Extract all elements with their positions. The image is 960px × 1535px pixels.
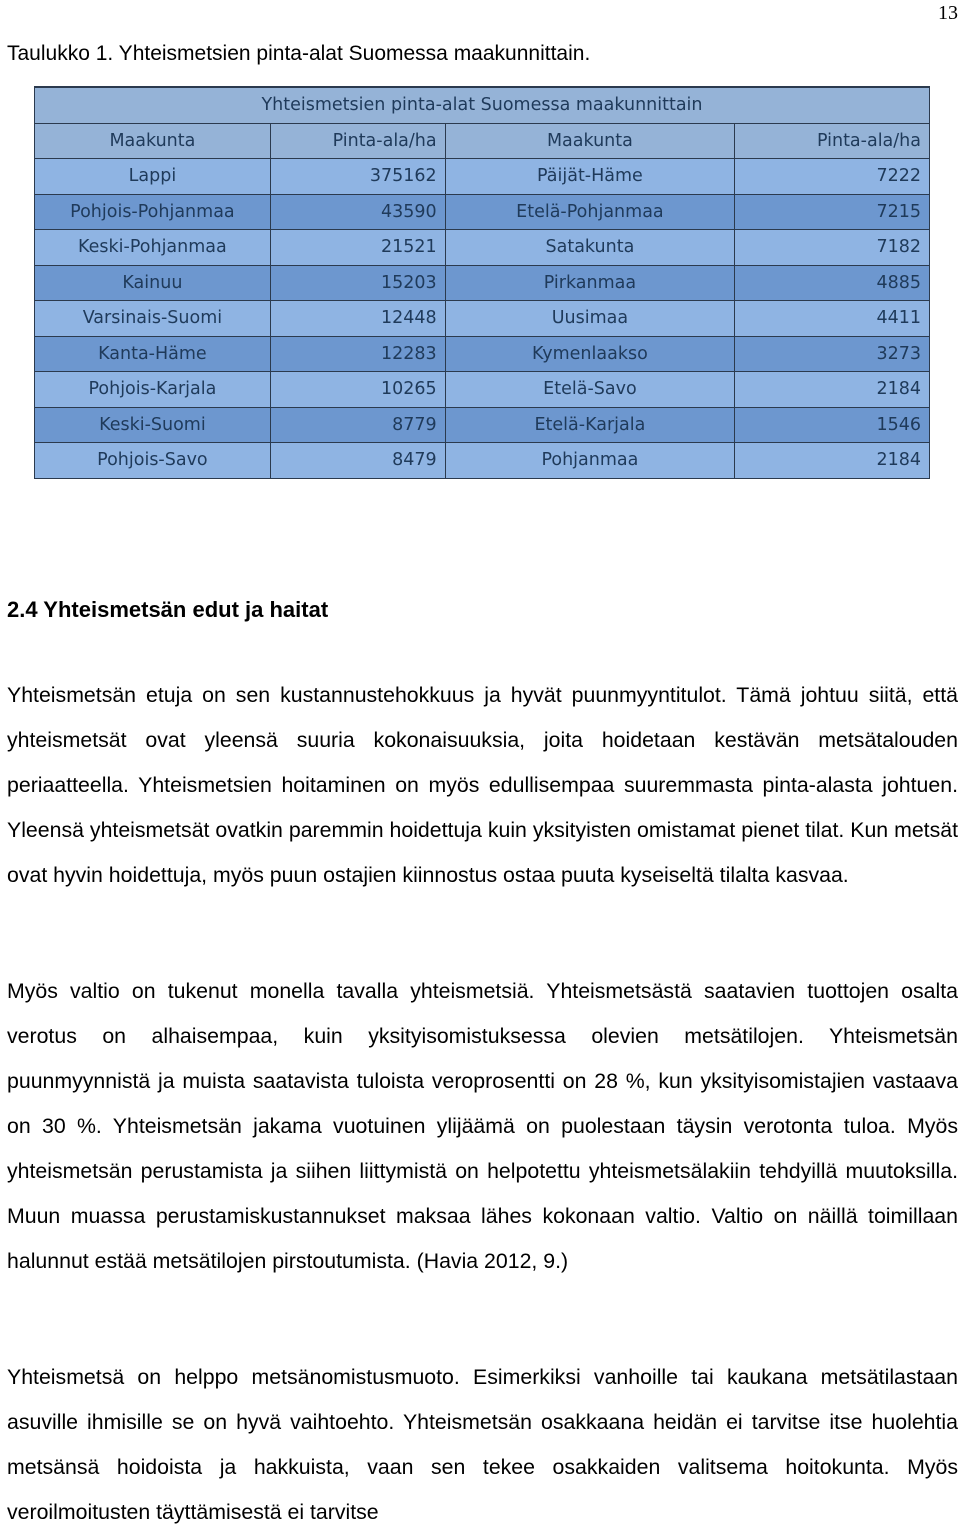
table-row bbox=[35, 336, 930, 372]
cell-area-right: 7182 bbox=[735, 230, 930, 266]
cell-maakunta-left: Varsinais-Suomi bbox=[35, 301, 271, 337]
cell-area-left: 375162 bbox=[270, 159, 445, 195]
cell-maakunta-left: Pohjois-Savo bbox=[35, 443, 271, 479]
cell-maakunta-right: Pirkanmaa bbox=[445, 265, 735, 301]
table-title-row bbox=[35, 87, 930, 123]
header-maakunta-left: Maakunta bbox=[35, 123, 271, 159]
table-row bbox=[35, 372, 930, 408]
section-heading: 2.4 Yhteismetsän edut ja haitat bbox=[7, 597, 329, 622]
cell-area-left: 43590 bbox=[270, 194, 445, 230]
table-row bbox=[35, 159, 930, 195]
table-row bbox=[35, 443, 930, 479]
cell-area-right: 4411 bbox=[735, 301, 930, 337]
table-title: Yhteismetsien pinta-alat Suomessa maakunnittain bbox=[35, 87, 930, 123]
header-area-left: Pinta-ala/ha bbox=[270, 123, 445, 159]
cell-maakunta-left: Pohjois-Karjala bbox=[35, 372, 271, 408]
cell-area-right: 2184 bbox=[735, 372, 930, 408]
cell-area-left: 21521 bbox=[270, 230, 445, 266]
cell-area-left: 12283 bbox=[270, 336, 445, 372]
table-row bbox=[35, 230, 930, 266]
table-row bbox=[35, 265, 930, 301]
cell-maakunta-left: Kanta-Häme bbox=[35, 336, 271, 372]
table-row bbox=[35, 301, 930, 337]
cell-area-right: 7215 bbox=[735, 194, 930, 230]
header-area-right: Pinta-ala/ha bbox=[735, 123, 930, 159]
forest-area-table bbox=[34, 86, 930, 479]
cell-maakunta-right: Satakunta bbox=[445, 230, 735, 266]
cell-maakunta-right: Kymenlaakso bbox=[445, 336, 735, 372]
paragraph-ease-of-ownership: Yhteismetsä on helppo metsänomistusmuoto. Esimerkiksi vanhoille tai kaukana metsätilastaan asuville ihmisille se on hyvä vaihtoehto. Yhteismetsän osakkaana heidän ei tarvitse itse huolehtia metsänsä hoidoista ja hakkuista, vaan sen tekee osakkaiden valitsema hoitokunta. Myös veroilmoitusten täyttämisestä ei tarvitse bbox=[7, 1365, 958, 1524]
cell-maakunta-right: Päijät-Häme bbox=[445, 159, 735, 195]
cell-area-right: 3273 bbox=[735, 336, 930, 372]
cell-maakunta-right: Uusimaa bbox=[445, 301, 735, 337]
cell-area-left: 15203 bbox=[270, 265, 445, 301]
table-row bbox=[35, 194, 930, 230]
cell-area-right: 4885 bbox=[735, 265, 930, 301]
cell-area-right: 1546 bbox=[735, 407, 930, 443]
cell-maakunta-right: Etelä-Pohjanmaa bbox=[445, 194, 735, 230]
paragraph-advantages: Yhteismetsän etuja on sen kustannustehokkuus ja hyvät puunmyyntitulot. Tämä johtuu siitä, että yhteismetsät ovat yleensä suuria kokonaisuuksia, joita hoidetaan kestävän metsätalouden periaatteella. Yhteismetsien hoitaminen on myös edullisempaa suuremmasta pinta-alasta johtuen. Yleensä yhteismetsät ovatkin paremmin hoidettuja kuin yksityisten omistamat pienet tilat. Kun metsät ovat hyvin hoidettuja, myös puun ostajien kiinnostus ostaa puuta kyseiseltä tilalta kasvaa. bbox=[7, 683, 958, 887]
table-caption: Taulukko 1. Yhteismetsien pinta-alat Suomessa maakunnittain. bbox=[7, 42, 591, 65]
cell-maakunta-right: Etelä-Karjala bbox=[445, 407, 735, 443]
header-maakunta-right: Maakunta bbox=[445, 123, 735, 159]
cell-maakunta-right: Etelä-Savo bbox=[445, 372, 735, 408]
cell-maakunta-left: Lappi bbox=[35, 159, 271, 195]
cell-maakunta-right: Pohjanmaa bbox=[445, 443, 735, 479]
cell-area-right: 2184 bbox=[735, 443, 930, 479]
cell-area-left: 12448 bbox=[270, 301, 445, 337]
page-number: 13 bbox=[938, 2, 958, 24]
cell-area-right: 7222 bbox=[735, 159, 930, 195]
cell-area-left: 8479 bbox=[270, 443, 445, 479]
cell-maakunta-left: Pohjois-Pohjanmaa bbox=[35, 194, 271, 230]
cell-maakunta-left: Keski-Suomi bbox=[35, 407, 271, 443]
paragraph-state-support: Myös valtio on tukenut monella tavalla yhteismetsiä. Yhteismetsästä saatavien tuottojen osalta verotus on alhaisempaa, kuin yksityisomistuksessa olevien metsätilojen. Yhteismetsän puunmyynnistä ja muista saatavista tuloista veroprosentti on 28 %, kun yksityisomistajien vastaava on 30 %. Yhteismetsän jakama vuotuinen ylijäämä on puolestaan täysin verotonta tuloa. Myös yhteismetsän perustamista ja siihen liittymistä on helpotettu yhteismetsälakiin tehdyillä muutoksilla. Muun muassa perustamiskustannukset maksaa lähes kokonaan valtio. Valtio on näillä toimillaan halunnut estää metsätilojen pirstoutumista. (Havia 2012, 9.) bbox=[7, 979, 958, 1273]
table-header-row bbox=[35, 123, 930, 159]
table-row bbox=[35, 407, 930, 443]
cell-maakunta-left: Kainuu bbox=[35, 265, 271, 301]
cell-maakunta-left: Keski-Pohjanmaa bbox=[35, 230, 271, 266]
cell-area-left: 10265 bbox=[270, 372, 445, 408]
cell-area-left: 8779 bbox=[270, 407, 445, 443]
